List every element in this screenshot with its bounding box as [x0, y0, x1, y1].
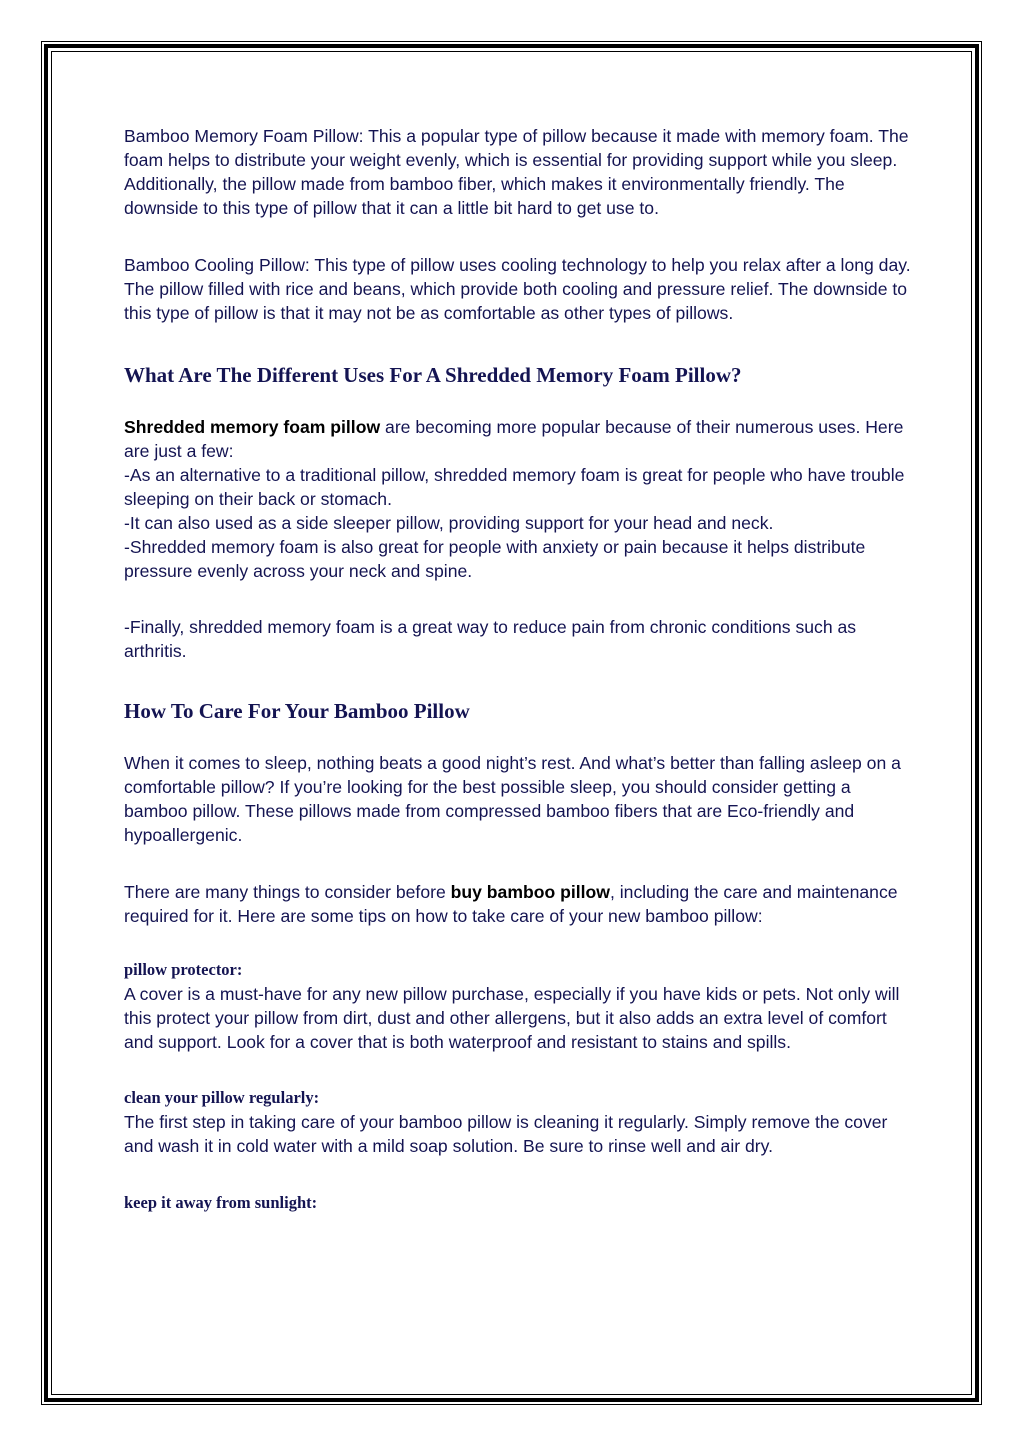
- buy-bamboo-pillow-link[interactable]: buy bamboo pillow: [450, 882, 610, 902]
- subheading-clean-pillow: clean your pillow regularly:: [124, 1088, 320, 1107]
- uses-item-4: -Finally, shredded memory foam is a great way to reduce pain from chronic conditions such as arthritis.: [124, 617, 857, 661]
- care-tips-text-after: , including the care and maintenance required for it. Here are some tips on how to take care of your new bamboo pillow:: [124, 882, 898, 926]
- paragraph-pillow-protector: A cover is a must-have for any new pillow purchase, especially if you have kids or pets. Not only will this protect your pillow from dirt, dust and other allergens, but it also adds an extra level of comfort and support. Look for a cover that is both waterproof and resistant to stains and spills.: [124, 984, 900, 1052]
- subheading-sunlight: keep it away from sunlight:: [124, 1193, 318, 1212]
- heading-care: How To Care For Your Bamboo Pillow: [124, 699, 470, 723]
- paragraph-memory-foam: Bamboo Memory Foam Pillow: This a popular type of pillow because it made with memory foam. The foam helps to distribute your weight evenly, which is essential for providing support while you sleep. Additionally, the pillow made from bamboo fiber, which makes it environmentally friendly. The downside to this type of pillow that it can a little bit hard to get use to.: [124, 126, 909, 218]
- paragraph-care-tips: [124, 880, 914, 928]
- care-tips-text-before: There are many things to consider before: [124, 882, 451, 902]
- heading-uses: What Are The Different Uses For A Shredded Memory Foam Pillow?: [124, 363, 742, 387]
- uses-item-1: -As an alternative to a traditional pillow, shredded memory foam is great for people who have trouble sleeping on their back or stomach.: [124, 465, 905, 509]
- shredded-pillow-link[interactable]: Shredded memory foam pillow: [124, 417, 381, 437]
- uses-intro-text: are becoming more popular because of their numerous uses. Here are just a few:: [124, 417, 904, 461]
- document-body: [124, 124, 914, 1215]
- paragraph-clean-pillow: The first step in taking care of your bamboo pillow is cleaning it regularly. Simply remove the cover and wash it in cold water with a mild soap solution. Be sure to rinse well and air dry.: [124, 1112, 888, 1156]
- uses-item-2: -It can also used as a side sleeper pillow, providing support for your head and neck.: [124, 513, 774, 533]
- paragraph-care-intro: When it comes to sleep, nothing beats a good night’s rest. And what’s better than falling asleep on a comfortable pillow? If you’re looking for the best possible sleep, you should consider getting a bamboo pillow. These pillows made from compressed bamboo fibers that are Eco-friendly and hypoallergenic.: [124, 753, 901, 845]
- subheading-pillow-protector: pillow protector:: [124, 960, 243, 979]
- uses-item-3: -Shredded memory foam is also great for people with anxiety or pain because it helps distribute pressure evenly across your neck and spine.: [124, 537, 866, 581]
- paragraph-cooling: Bamboo Cooling Pillow: This type of pillow uses cooling technology to help you relax after a long day. The pillow filled with rice and beans, which provide both cooling and pressure relief. The downside to this type of pillow is that it may not be as comfortable as other types of pillows.: [124, 255, 911, 323]
- paragraph-uses-intro: [124, 415, 914, 463]
